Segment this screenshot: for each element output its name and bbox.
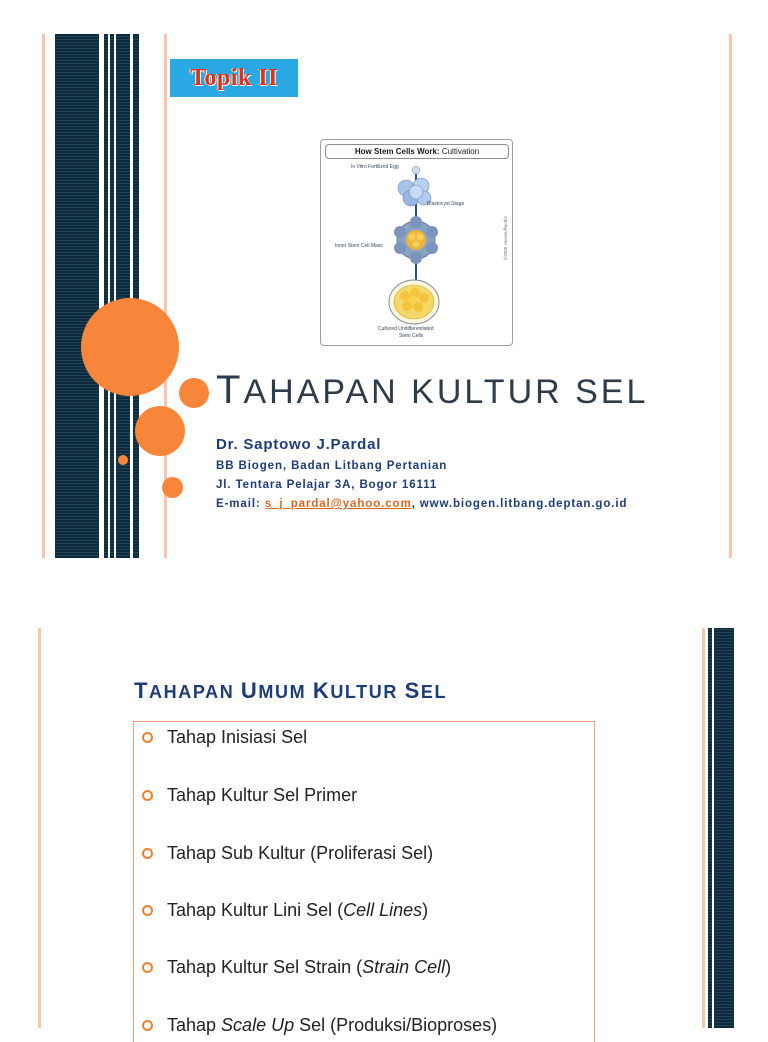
circle-bullet-icon	[142, 1020, 153, 1031]
list-item	[142, 1015, 497, 1036]
left-orange-line	[42, 34, 45, 558]
text-part: )	[422, 900, 429, 920]
text-part: Tahap Kultur Lini Sel (	[167, 900, 344, 920]
title-cap: T	[134, 678, 150, 703]
decor-circle-medium	[135, 406, 185, 456]
circle-bullet-icon	[142, 905, 153, 916]
list-item	[142, 843, 433, 864]
diagram-title-bold: How Stem Cells Work:	[354, 147, 440, 156]
title-cap: U	[240, 678, 259, 703]
topic-badge-label: Topik II	[190, 64, 278, 91]
decor-circle-tiny	[118, 455, 128, 465]
email-link[interactable]: s_j_pardal@yahoo.com	[264, 498, 412, 510]
email-prefix: E-mail:	[216, 498, 265, 510]
slide-title	[216, 368, 648, 413]
text-italic: Strain Cell	[362, 957, 446, 977]
inner-cell-mass-icon	[394, 216, 438, 264]
stages-list-box	[133, 721, 595, 1042]
right-orange-line	[729, 34, 732, 558]
label-blastocyst: Blastocyst Stage	[427, 201, 465, 207]
circle-bullet-icon	[142, 848, 153, 859]
affiliation: BB Biogen, Badan Litbang Pertanian	[216, 460, 448, 472]
slide-title-initial: T	[216, 368, 244, 412]
slide-title-rest: AHAPAN KULTUR SEL	[243, 373, 649, 411]
circle-bullet-icon	[142, 732, 153, 743]
list-item	[142, 957, 451, 978]
contact-line	[216, 498, 627, 510]
stripe-gap	[712, 628, 714, 1028]
text-part: Tahap	[167, 1015, 222, 1035]
author-name: Dr. Saptowo J.Pardal	[216, 436, 382, 453]
list-item-text	[167, 900, 428, 921]
stripe-gap	[99, 34, 104, 558]
content-slide	[0, 600, 768, 1035]
list-item-text	[167, 1015, 497, 1036]
list-item-text	[167, 957, 451, 978]
title-part: MUM	[258, 682, 313, 702]
decor-circle-title-dot	[179, 378, 209, 408]
stripe-gap	[130, 34, 133, 558]
left-orange-line	[38, 628, 41, 1028]
circle-bullet-icon	[142, 962, 153, 973]
diagram-copyright: ©2006 Howstuffworks	[503, 216, 508, 260]
left-dark-stripe	[55, 34, 139, 558]
text-part: Sel (Produksi/Bioproses)	[294, 1015, 498, 1035]
title-part: AHAPAN	[149, 682, 241, 702]
stem-cell-diagram	[320, 139, 513, 346]
section-title	[134, 678, 447, 704]
list-item	[142, 785, 357, 806]
circle-bullet-icon	[142, 790, 153, 801]
text-part: Tahap Kultur Sel Strain (	[167, 957, 363, 977]
decor-circle-large	[81, 298, 179, 396]
topic-badge	[170, 59, 298, 97]
title-cap: K	[312, 678, 331, 703]
decor-circle-small	[162, 477, 183, 498]
label-fertilized-egg: In Vitro Fertilized Egg	[351, 164, 399, 170]
list-item-text: Tahap Sub Kultur (Proliferasi Sel)	[167, 843, 434, 863]
stripe-gap	[114, 34, 116, 558]
diagram-title-rest: Cultivation	[439, 147, 480, 156]
title-cap: S	[404, 678, 421, 703]
address: Jl. Tentara Pelajar 3A, Bogor 16111	[216, 479, 438, 491]
list-item-text: Tahap Inisiasi Sel	[167, 727, 308, 747]
culture-dish-icon	[389, 280, 439, 324]
right-orange-line	[702, 628, 705, 1028]
text-part: )	[445, 957, 452, 977]
stripe-gap	[108, 34, 110, 558]
label-inner-mass: Inner Stem Cell Mass	[335, 243, 383, 249]
title-part: ULTUR	[330, 682, 405, 702]
text-italic: Scale Up	[221, 1015, 295, 1035]
title-part: EL	[420, 682, 448, 702]
list-item-text: Tahap Kultur Sel Primer	[167, 785, 358, 805]
website-text: , www.biogen.litbang.deptan.go.id	[411, 498, 628, 510]
label-cultured-1: Cultured Undifferentiated	[378, 326, 434, 332]
label-cultured-2: Stem Cells	[399, 333, 424, 339]
list-item	[142, 727, 307, 748]
list-item	[142, 900, 428, 921]
text-italic: Cell Lines	[343, 900, 423, 920]
